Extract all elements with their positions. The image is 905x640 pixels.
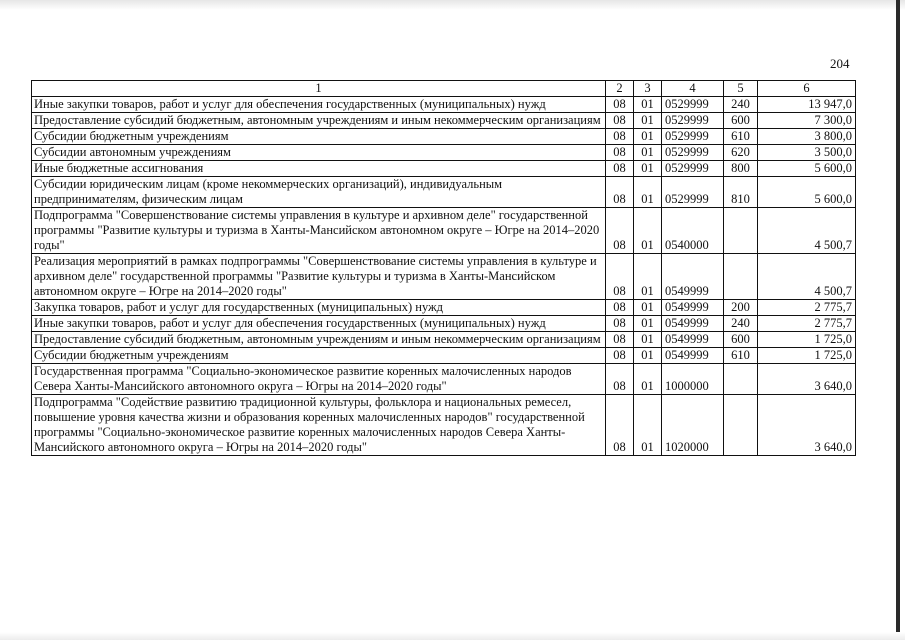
row-section-cell: 08	[606, 129, 634, 145]
row-amount-cell: 5 600,0	[758, 161, 856, 177]
row-name-cell: Подпрограмма "Содействие развитию традиционной культуры, фольклора и национальных ремесел, повышение уровня качества жизни и образования коренных малочисленных народов" государственной программы "Социально-экономическое развитие коренных малочисленных народов Севера Ханты-Мансийского автономного округа – Югры на 2014–2020 годы"	[32, 395, 606, 456]
table-row	[32, 254, 856, 300]
row-target-article-cell: 0549999	[662, 332, 724, 348]
row-subsection-cell: 01	[634, 316, 662, 332]
row-amount-cell: 5 600,0	[758, 177, 856, 208]
header-cell-section: 2	[606, 81, 634, 97]
row-amount-cell: 4 500,7	[758, 254, 856, 300]
row-section-cell: 08	[606, 177, 634, 208]
row-target-article-cell: 0529999	[662, 97, 724, 113]
row-name-cell: Иные закупки товаров, работ и услуг для обеспечения государственных (муниципальных) нужд	[32, 97, 606, 113]
row-target-article-cell: 0549999	[662, 348, 724, 364]
row-subsection-cell: 01	[634, 161, 662, 177]
row-section-cell: 08	[606, 97, 634, 113]
row-amount-cell: 2 775,7	[758, 300, 856, 316]
row-target-article-cell: 0549999	[662, 254, 724, 300]
row-name-cell: Реализация мероприятий в рамках подпрограммы "Совершенствование системы управления в культуре и архивном деле" государственной программы "Развитие культуры и туризма в Ханты-Мансийском автономном округе – Югре на 2014–2020 годы"	[32, 254, 606, 300]
row-target-article-cell: 0549999	[662, 316, 724, 332]
row-section-cell: 08	[606, 316, 634, 332]
header-cell-target-article: 4	[662, 81, 724, 97]
row-name-cell: Предоставление субсидий бюджетным, автономным учреждениям и иным некоммерческим организациям	[32, 332, 606, 348]
row-section-cell: 08	[606, 300, 634, 316]
row-subsection-cell: 01	[634, 300, 662, 316]
header-cell-name: 1	[32, 81, 606, 97]
row-amount-cell: 2 775,7	[758, 316, 856, 332]
row-subsection-cell: 01	[634, 97, 662, 113]
row-subsection-cell: 01	[634, 395, 662, 456]
row-expense-type-cell: 810	[724, 177, 758, 208]
row-expense-type-cell: 800	[724, 161, 758, 177]
row-target-article-cell: 0529999	[662, 145, 724, 161]
table-row	[32, 145, 856, 161]
row-section-cell: 08	[606, 113, 634, 129]
row-section-cell: 08	[606, 208, 634, 254]
row-subsection-cell: 01	[634, 113, 662, 129]
row-name-cell: Закупка товаров, работ и услуг для государственных (муниципальных) нужд	[32, 300, 606, 316]
row-target-article-cell: 0549999	[662, 300, 724, 316]
row-amount-cell: 3 500,0	[758, 145, 856, 161]
row-section-cell: 08	[606, 161, 634, 177]
page-number: 204	[830, 56, 850, 71]
row-expense-type-cell: 610	[724, 348, 758, 364]
row-expense-type-cell: 620	[724, 145, 758, 161]
table-row	[32, 364, 856, 395]
row-subsection-cell: 01	[634, 254, 662, 300]
row-subsection-cell: 01	[634, 129, 662, 145]
row-subsection-cell: 01	[634, 332, 662, 348]
table-row	[32, 332, 856, 348]
header-cell-subsection: 3	[634, 81, 662, 97]
row-name-cell: Предоставление субсидий бюджетным, автономным учреждениям и иным некоммерческим организациям	[32, 113, 606, 129]
row-expense-type-cell: 600	[724, 332, 758, 348]
row-amount-cell: 13 947,0	[758, 97, 856, 113]
table-row	[32, 161, 856, 177]
row-expense-type-cell	[724, 254, 758, 300]
row-target-article-cell: 1000000	[662, 364, 724, 395]
table-row	[32, 113, 856, 129]
row-amount-cell: 3 800,0	[758, 129, 856, 145]
row-expense-type-cell: 610	[724, 129, 758, 145]
row-expense-type-cell	[724, 208, 758, 254]
row-name-cell: Подпрограмма "Совершенствование системы управления в культуре и архивном деле" государственной программы "Развитие культуры и туризма в Ханты-Мансийском автономном округе – Югре на 2014–2020 годы"	[32, 208, 606, 254]
row-amount-cell: 3 640,0	[758, 395, 856, 456]
row-expense-type-cell: 240	[724, 316, 758, 332]
row-amount-cell: 4 500,7	[758, 208, 856, 254]
row-amount-cell: 1 725,0	[758, 348, 856, 364]
row-section-cell: 08	[606, 145, 634, 161]
row-name-cell: Субсидии автономным учреждениям	[32, 145, 606, 161]
row-section-cell: 08	[606, 254, 634, 300]
scan-right-edge	[896, 0, 900, 640]
scan-bottom-shadow	[0, 632, 905, 640]
table-header-row	[32, 81, 856, 97]
header-cell-expense-type: 5	[724, 81, 758, 97]
row-subsection-cell: 01	[634, 177, 662, 208]
row-subsection-cell: 01	[634, 348, 662, 364]
table-row	[32, 129, 856, 145]
row-name-cell: Субсидии бюджетным учреждениям	[32, 348, 606, 364]
row-name-cell: Государственная программа "Социально-экономическое развитие коренных малочисленных народов Севера Ханты-Мансийского автономного округа – Югры на 2014–2020 годы"	[32, 364, 606, 395]
table-row	[32, 395, 856, 456]
table-row	[32, 300, 856, 316]
scan-top-shadow	[0, 0, 905, 10]
row-amount-cell: 7 300,0	[758, 113, 856, 129]
header-cell-amount: 6	[758, 81, 856, 97]
row-target-article-cell: 0529999	[662, 161, 724, 177]
row-target-article-cell: 0529999	[662, 177, 724, 208]
row-target-article-cell: 0529999	[662, 113, 724, 129]
row-expense-type-cell: 600	[724, 113, 758, 129]
row-expense-type-cell: 240	[724, 97, 758, 113]
table-row	[32, 316, 856, 332]
table-row	[32, 208, 856, 254]
row-amount-cell: 1 725,0	[758, 332, 856, 348]
table-row	[32, 348, 856, 364]
row-expense-type-cell	[724, 395, 758, 456]
row-subsection-cell: 01	[634, 145, 662, 161]
row-section-cell: 08	[606, 395, 634, 456]
row-name-cell: Субсидии юридическим лицам (кроме некоммерческих организаций), индивидуальным предпринимателям, физическим лицам	[32, 177, 606, 208]
budget-table	[31, 80, 856, 456]
row-name-cell: Иные закупки товаров, работ и услуг для обеспечения государственных (муниципальных) нужд	[32, 316, 606, 332]
row-subsection-cell: 01	[634, 208, 662, 254]
row-expense-type-cell	[724, 364, 758, 395]
row-name-cell: Субсидии бюджетным учреждениям	[32, 129, 606, 145]
row-subsection-cell: 01	[634, 364, 662, 395]
table-row	[32, 97, 856, 113]
row-target-article-cell: 0540000	[662, 208, 724, 254]
row-amount-cell: 3 640,0	[758, 364, 856, 395]
row-section-cell: 08	[606, 348, 634, 364]
row-expense-type-cell: 200	[724, 300, 758, 316]
row-target-article-cell: 0529999	[662, 129, 724, 145]
row-section-cell: 08	[606, 332, 634, 348]
row-section-cell: 08	[606, 364, 634, 395]
row-name-cell: Иные бюджетные ассигнования	[32, 161, 606, 177]
table-row	[32, 177, 856, 208]
row-target-article-cell: 1020000	[662, 395, 724, 456]
